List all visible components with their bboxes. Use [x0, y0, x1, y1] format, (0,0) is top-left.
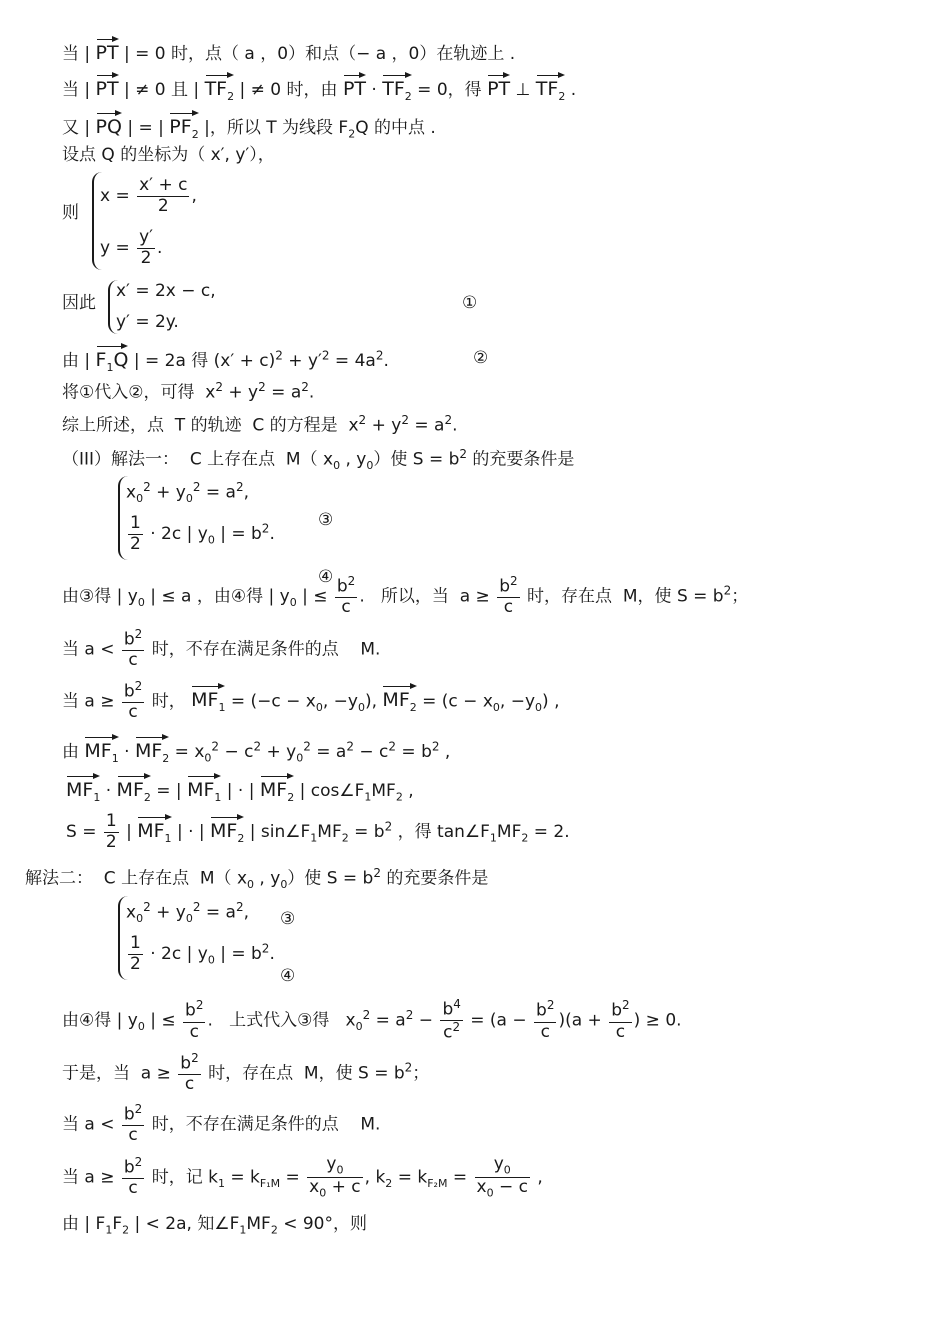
system-eq-area: $\frac{1}{2}$ · 2c | $y_0$ | = $b^2$. — [130, 513, 275, 554]
equation-tag-3: ③ — [280, 909, 296, 929]
system-eq-circle-2: $x_0^2 + y_0^2 = a^2$, — [126, 900, 249, 926]
equation-tag-4: ④ — [280, 966, 296, 986]
solution-line-20: 由④得 | $y_0$ | ≤ $\frac{b^2}{c}$ . 上式代入③得 $x_0^2 = a^2$ − $\frac{b^4}{c^2}$ = (a − $\frac{b^2}{c}$ )(a + $\frac{b^2}{c}$ ) ≥ 0. — [62, 997, 682, 1043]
system-eq-circle: $x_0^2 + y_0^2 = a^2$, — [126, 480, 249, 506]
solution-line-4: 设点 Q 的坐标为（ x′, y′）， — [62, 145, 275, 165]
equation-tag-4: ④ — [318, 567, 334, 587]
solution-line-3: 又 | PQ | = | $PF_2$ |，所以 T 为线段 $F_2Q$ 的中点 . — [62, 112, 436, 141]
solution-line-10: （III）解法一： C 上存在点 M（ $x_0$ , $y_0$）使 $S = b^2$ 的充要条件是 — [62, 447, 575, 473]
solution-line-21: 于是，当 a ≥ $\frac{b^2}{c}$ 时，存在点 M，使 $S = b^2$； — [62, 1051, 430, 1095]
equation-tag-1: ① — [462, 293, 478, 313]
solution-line-12: 由③得 | $y_0$ | ≤ a ，由④得 | $y_0$ | ≤ $\frac{b^2}{c}$ . 所以，当 a ≥ $\frac{b^2}{c}$ 时，存在点 M，使 $S = b^2$； — [62, 574, 749, 618]
system-eq-area-2: $\frac{1}{2}$ · 2c | $y_0$ | = $b^2$. — [130, 933, 275, 974]
solution-line-1: 当 | PT | = 0 时，点（ a ，0）和点（− a ，0）在轨迹上 . — [62, 38, 515, 65]
solution-line-8: 将①代入②，可得 $x^2 + y^2 = a^2$. — [62, 380, 315, 403]
solution-line-24: 由 | $F_1F_2$ | < 2a, 知$\angle F_1MF_2 < 90^\circ$，则 — [62, 1214, 367, 1237]
solution-line-17: S = $\frac{1}{2}$ | $MF_1$ | · | $MF_2$ | $\sin\angle F_1MF_2 = b^2$ ，得 $\tan\angle F_1MF_2 = 2$. — [66, 811, 570, 852]
solution-line-13: 当 a < $\frac{b^2}{c}$ 时，不存在满足条件的点 M. — [62, 627, 381, 671]
solution-line-15: 由 $MF_1 \cdot MF_2 = x_0^2 - c^2 + y_0^2 = a^2 - c^2 = b^2$ , — [62, 736, 450, 765]
system-label-hence: 因此 — [62, 293, 96, 313]
equation-tag-3: ③ — [318, 510, 334, 530]
system-label-then: 则 — [62, 203, 79, 223]
equation-tag-2: ② — [473, 348, 489, 368]
solution-line-16: $MF_1 \cdot MF_2$ = | $MF_1$ | · | $MF_2$ | $\cos\angle F_1MF_2$ , — [66, 775, 414, 804]
solution-line-7: 由 | $F_1Q$ | = 2a 得 $(x' + c)^2 + y'^2 = 4a^2$. — [62, 345, 389, 374]
solution-line-22: 当 a < $\frac{b^2}{c}$ 时，不存在满足条件的点 M. — [62, 1102, 381, 1146]
solution-line-18: 解法二： C 上存在点 M（ $x_0$ , $y_0$）使 $S = b^2$ 的充要条件是 — [25, 866, 489, 892]
system-eq-y: y = $\frac{y'}{2}$ . — [100, 227, 163, 268]
solution-line-2: 当 | PT | ≠ 0 且 | $TF_2$ | ≠ 0 时，由 PT · $TF_2 = 0$，得 PT ⊥ $TF_2$ . — [62, 74, 576, 103]
solution-line-23: 当 a ≥ $\frac{b^2}{c}$ 时，记 $k_1 = k_{F_1M}$ = $\frac{y_0}{x_0 + c}$ , $k_2 = k_{F_2M}$ = $\frac{y_0}{x_0 - c}$ , — [62, 1154, 543, 1200]
system-eq-xprime: x′ = 2x − c, — [116, 281, 216, 301]
solution-line-14: 当 a ≥ $\frac{b^2}{c}$ 时， $MF_1 = (-c - x_0$, $-y_0$), $MF_2 = (c - x_0$, $-y_0$) , — [62, 679, 560, 723]
system-eq-x: x = $\frac{x' + c}{2}$ , — [100, 175, 197, 216]
system-eq-yprime: y′ = 2y. — [116, 312, 179, 332]
solution-line-9: 综上所述，点 T 的轨迹 C 的方程是 $x^2 + y^2 = a^2$. — [62, 413, 458, 436]
